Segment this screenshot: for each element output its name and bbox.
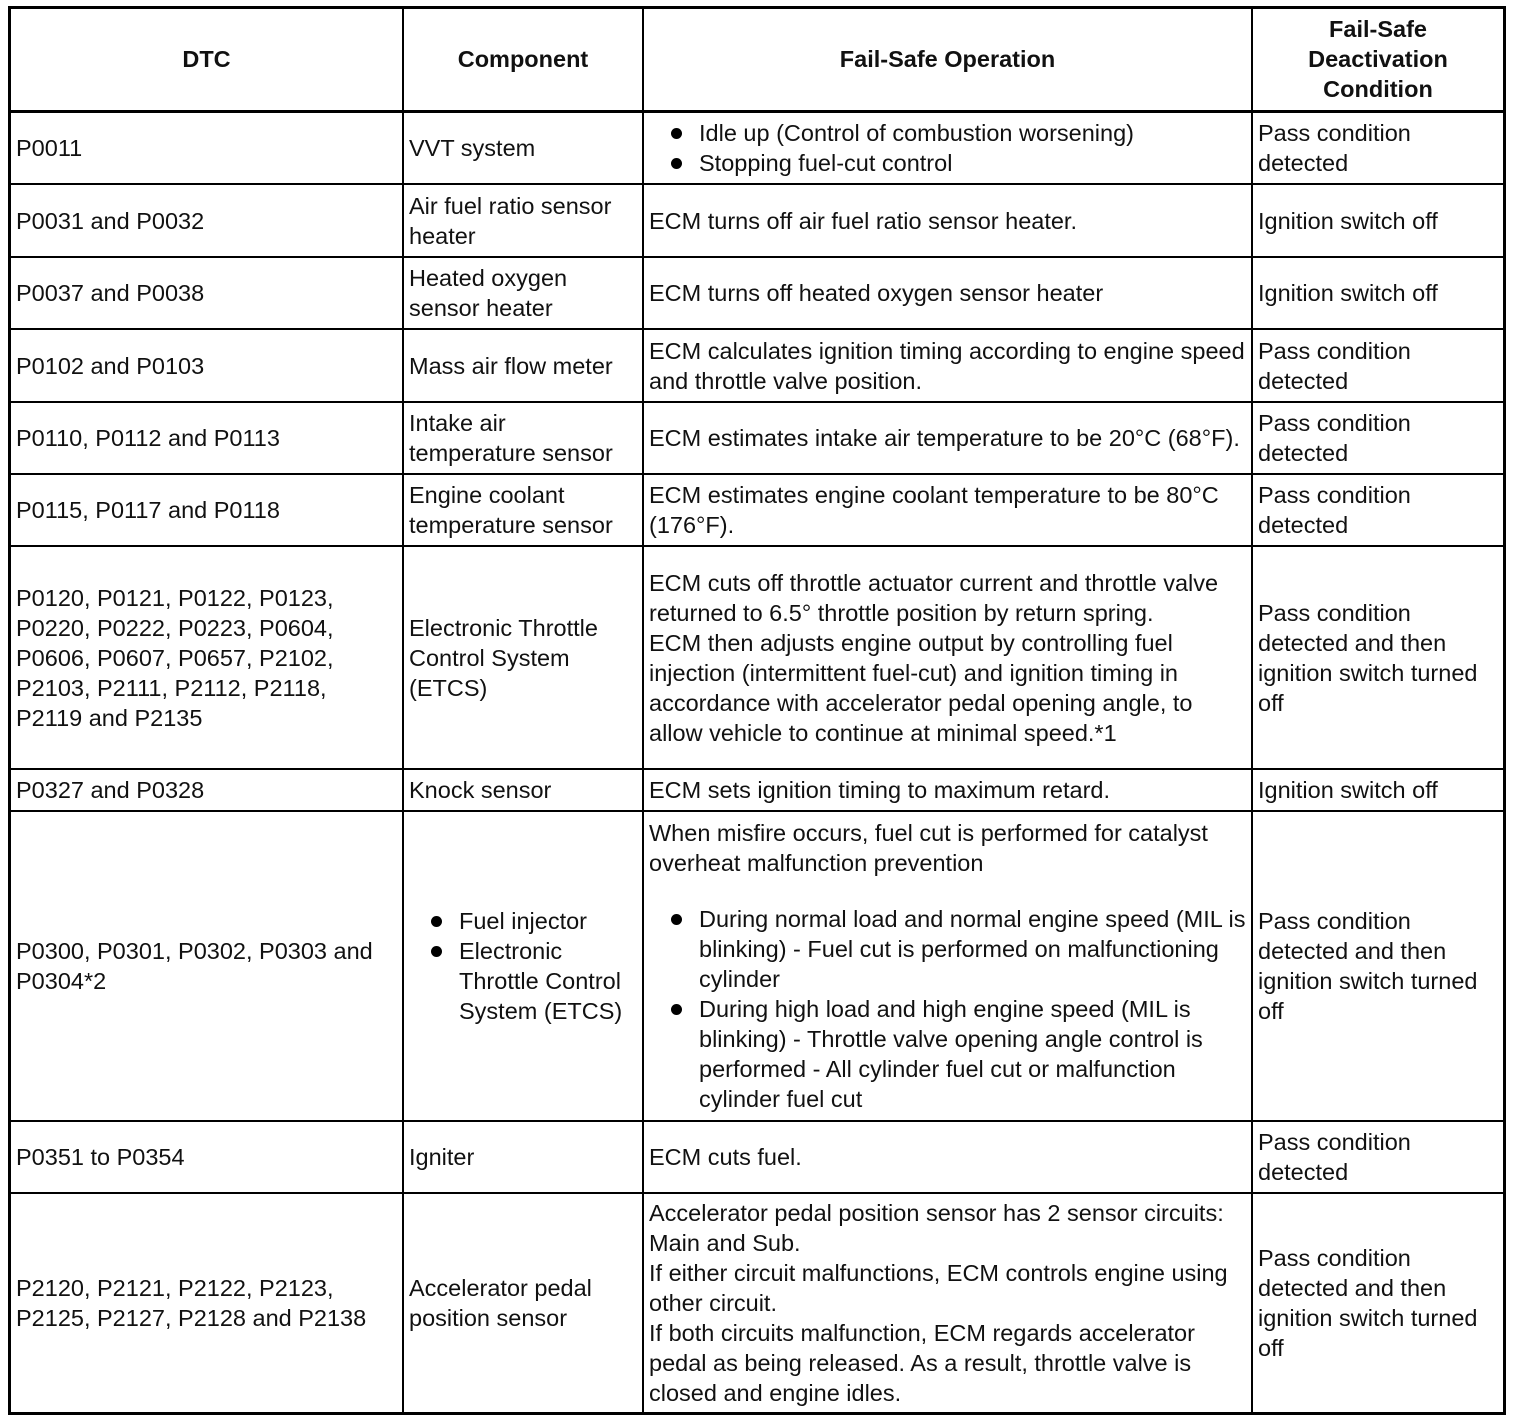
- table-row: [11, 1121, 1503, 1193]
- deactivation-cell: Pass condition detected and then ignition switch turned off: [1252, 1193, 1503, 1412]
- dtc-cell: P0351 to P0354: [11, 1121, 403, 1193]
- component-cell: [403, 811, 643, 1121]
- deactivation-cell: Pass condition detected and then ignition switch turned off: [1252, 811, 1503, 1121]
- table-row: [11, 257, 1503, 329]
- component-header: Component: [403, 9, 643, 111]
- fail-safe-table: [11, 9, 1503, 1412]
- component-cell: Electronic Throttle Control System (ETCS): [403, 546, 643, 769]
- deactivation-cell: Ignition switch off: [1252, 769, 1503, 811]
- dtc-cell: P0327 and P0328: [11, 769, 403, 811]
- table-row: [11, 811, 1503, 1121]
- dtc-cell: P0110, P0112 and P0113: [11, 402, 403, 474]
- operation-cell: ECM calculates ignition timing according to engine speed and throttle valve position.: [643, 329, 1252, 402]
- table-row: [11, 111, 1503, 184]
- operation-cell: ECM estimates engine coolant temperature to be 80°C (176°F).: [643, 474, 1252, 546]
- component-cell: VVT system: [403, 111, 643, 184]
- component-bullet-list: [409, 906, 637, 1026]
- operation-cell: [643, 546, 1252, 769]
- dtc-cell: P0037 and P0038: [11, 257, 403, 329]
- deactivation-header: Fail-Safe Deactivation Condition: [1252, 9, 1503, 111]
- table-row: [11, 474, 1503, 546]
- deactivation-cell: Pass condition detected and then ignition switch turned off: [1252, 546, 1503, 769]
- operation-bullet: During normal load and normal engine speed (MIL is blinking) - Fuel cut is performed on malfunctioning cylinder: [649, 904, 1246, 994]
- operation-cell: [643, 1193, 1252, 1412]
- deactivation-cell: Pass condition detected: [1252, 474, 1503, 546]
- table-row: [11, 769, 1503, 811]
- table-row: [11, 546, 1503, 769]
- component-cell: Knock sensor: [403, 769, 643, 811]
- operation-header: Fail-Safe Operation: [643, 9, 1252, 111]
- operation-line: ECM then adjusts engine output by controlling fuel injection (intermittent fuel-cut) and ignition timing in accordance with accelerator pedal opening angle, to allow vehicle to continue at minimal speed.*1: [649, 629, 1193, 746]
- dtc-cell: P0115, P0117 and P0118: [11, 474, 403, 546]
- dtc-cell: P0011: [11, 111, 403, 184]
- deactivation-cell: Pass condition detected: [1252, 1121, 1503, 1193]
- operation-cell: ECM estimates intake air temperature to be 20°C (68°F).: [643, 402, 1252, 474]
- component-cell: Air fuel ratio sensor heater: [403, 184, 643, 257]
- deactivation-cell: Pass condition detected: [1252, 329, 1503, 402]
- dtc-cell: P2120, P2121, P2122, P2123, P2125, P2127, P2128 and P2138: [11, 1193, 403, 1412]
- header-row: [11, 9, 1503, 111]
- deactivation-cell: Pass condition detected: [1252, 402, 1503, 474]
- operation-bullet-list: [649, 904, 1246, 1114]
- operation-bullet: During high load and high engine speed (MIL is blinking) - Throttle valve opening angle control is performed - All cylinder fuel cut or malfunction cylinder fuel cut: [649, 994, 1246, 1114]
- operation-cell: ECM cuts fuel.: [643, 1121, 1252, 1193]
- operation-line: Accelerator pedal position sensor has 2 sensor circuits: Main and Sub.: [649, 1200, 1224, 1256]
- component-cell: Accelerator pedal position sensor: [403, 1193, 643, 1412]
- operation-bullet-list: [649, 118, 1246, 178]
- dtc-cell: P0102 and P0103: [11, 329, 403, 402]
- deactivation-cell: Pass condition detected: [1252, 111, 1503, 184]
- dtc-header: DTC: [11, 9, 403, 111]
- operation-bullet: Idle up (Control of combustion worsening): [649, 118, 1246, 148]
- component-cell: Igniter: [403, 1121, 643, 1193]
- operation-line: If both circuits malfunction, ECM regards accelerator pedal as being released. As a result, throttle valve is closed and engine idles.: [649, 1320, 1195, 1406]
- dtc-cell: P0300, P0301, P0302, P0303 and P0304*2: [11, 811, 403, 1121]
- fail-safe-chart: [8, 6, 1506, 1415]
- operation-cell: ECM sets ignition timing to maximum retard.: [643, 769, 1252, 811]
- component-bullet: Electronic Throttle Control System (ETCS): [409, 936, 637, 1026]
- table-row: [11, 184, 1503, 257]
- table-row: [11, 329, 1503, 402]
- table-row: [11, 402, 1503, 474]
- operation-cell: ECM turns off air fuel ratio sensor heater.: [643, 184, 1252, 257]
- dtc-cell: P0031 and P0032: [11, 184, 403, 257]
- operation-cell: [643, 111, 1252, 184]
- component-cell: Heated oxygen sensor heater: [403, 257, 643, 329]
- operation-bullet: Stopping fuel-cut control: [649, 148, 1246, 178]
- operation-line: ECM cuts off throttle actuator current and throttle valve returned to 6.5° throttle position by return spring.: [649, 569, 1219, 626]
- operation-cell: ECM turns off heated oxygen sensor heater: [643, 257, 1252, 329]
- operation-intro: When misfire occurs, fuel cut is performed for catalyst overheat malfunction prevention: [649, 820, 1208, 876]
- table-row: [11, 1193, 1503, 1412]
- spacer: [649, 878, 1246, 904]
- deactivation-cell: Ignition switch off: [1252, 184, 1503, 257]
- component-cell: Intake air temperature sensor: [403, 402, 643, 474]
- deactivation-cell: Ignition switch off: [1252, 257, 1503, 329]
- operation-cell: [643, 811, 1252, 1121]
- dtc-cell: P0120, P0121, P0122, P0123, P0220, P0222, P0223, P0604, P0606, P0607, P0657, P2102, P2103, P2111, P2112, P2118, P2119 and P2135: [11, 546, 403, 769]
- operation-line: If either circuit malfunctions, ECM controls engine using other circuit.: [649, 1260, 1228, 1316]
- component-bullet: Fuel injector: [409, 906, 637, 936]
- component-cell: Mass air flow meter: [403, 329, 643, 402]
- component-cell: Engine coolant temperature sensor: [403, 474, 643, 546]
